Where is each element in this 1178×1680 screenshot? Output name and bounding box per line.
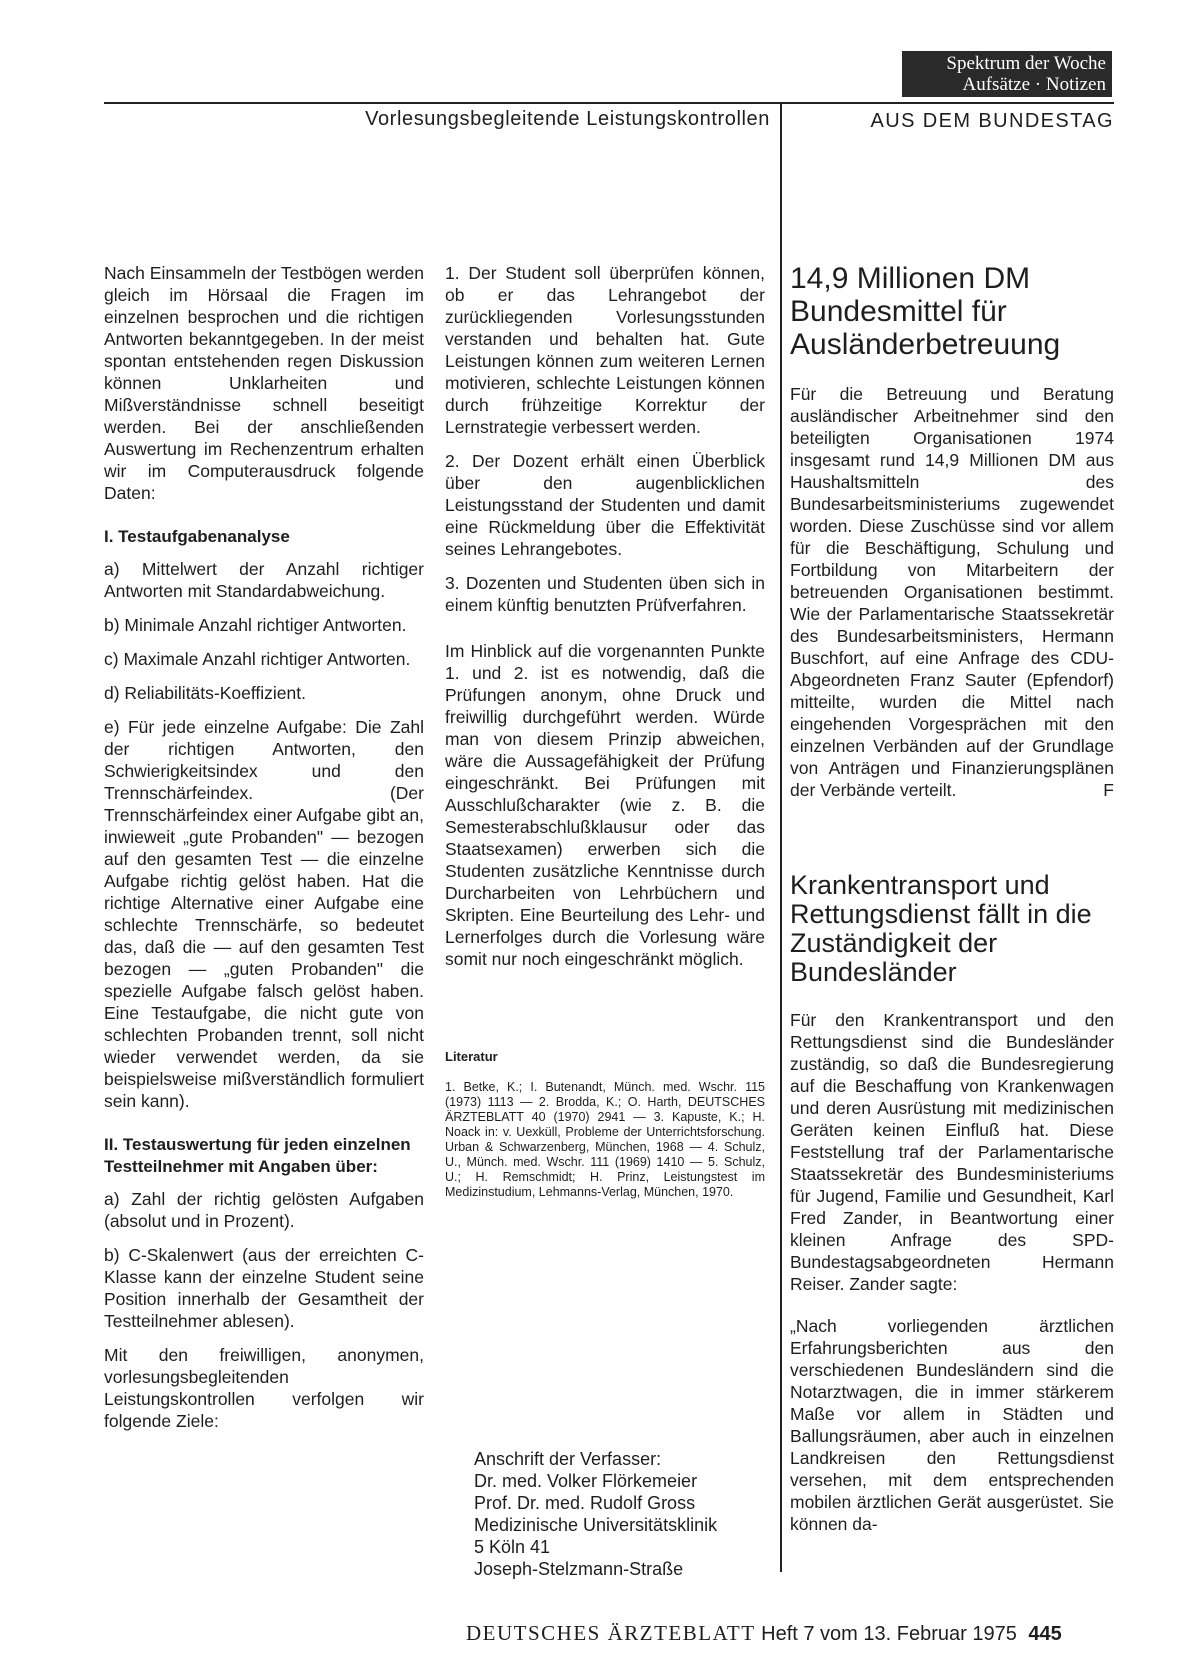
paragraph: 1. Der Student soll überprüfen können, ob er das Lehrangebot der zurückliegenden Vorlesungsstunden verstanden und behalten hat. Gute Leistungen können zum weiteren Lernen motivieren, schlechte Leistungen können durch frühzeitige Korrektur der Lernstrategie verbessert werden. (445, 263, 765, 437)
news-text: Für die Betreuung und Beratung ausländischer Arbeitnehmer sind den beteiligten Organisationen 1974 insgesamt rund 14,9 Millionen DM aus Haushaltsmitteln des Bundesarbeitsministeriums zugewendet worden. Diese Zuschüsse sind vor allem für die Beschäftigung, Schulung und Fortbildung von Mitarbeitern der betreuenden Organisationen bestimmt. Wie der Parlamentarische Staatssekretär des Bundesarbeitsministers, Hermann Buschfort, auf eine Anfrage des CDU-Abgeordneten Franz Sauter (Epfendorf) mitteilte, wurden die Mittel nach eingehenden Vorgesprächen mit den einzelnen Verbänden auf der Grundlage von Anträgen und Finanzierungsplänen der Verbände verteilt. (790, 384, 1114, 800)
section-running-title: AUS DEM BUNDESTAG (870, 110, 1114, 132)
author-signature: F (1103, 780, 1114, 800)
column-2 (445, 262, 765, 1212)
header-rule (104, 102, 1114, 104)
article-running-title: Vorlesungsbegleitende Leistungskontrollen (365, 108, 770, 130)
section-badge (902, 51, 1112, 97)
column-1 (104, 262, 424, 1444)
news-body: Für den Krankentransport und den Rettungsdienst sind die Bundesländer zuständig, so daß die Bundesregierung auf die Beschaffung von Krankenwagen und deren Ausrüstung mit medizinischen Geräten keinen Einfluß hat. Diese Feststellung traf der Parlamentarische Staatssekretär des Bundesministeriums für Jugend, Familie und Gesundheit, Karl Fred Zander, in Beantwortung einer kleinen Anfrage des SPD-Bundestagsabgeordneten Hermann Reiser. Zander sagte: (790, 1010, 1114, 1294)
issue-info: Heft 7 vom 13. Februar 1975 (761, 1623, 1017, 1645)
list-item: b) C-Skalenwert (aus der erreichten C-Klasse kann der einzelne Student seine Position innerhalb der Gesamtheit der Testteilnehmer ablesen). (104, 1245, 424, 1331)
list-item: a) Zahl der richtig gelösten Aufgaben (absolut und in Prozent). (104, 1189, 424, 1231)
page-number: 445 (1028, 1623, 1062, 1645)
paragraph: Mit den freiwilligen, anonymen, vorlesungsbegleitenden Leistungskontrollen verfolgen wir folgende Ziele: (104, 1345, 424, 1431)
paragraph: 3. Dozenten und Studenten üben sich in einem künftig benutzten Prüfverfahren. (445, 573, 765, 615)
address-line: Prof. Dr. med. Rudolf Gross (474, 1493, 696, 1513)
address-line: 5 Köln 41 (474, 1537, 551, 1557)
address-line: Dr. med. Volker Flörkemeier (474, 1471, 698, 1491)
news-body: „Nach vorliegenden ärztlichen Erfahrungsberichten aus den verschiedenen Bundesländern sind die Notarztwagen, die in immer stärkerem Maße vor allem in Städten und Ballungsräumen, aber auch in einzelnen Landkreisen den Rettungsdienst versehen, mit dem entsprechenden mobilen ärztlichen Gerät ausgerüstet. Sie können da- (790, 1316, 1114, 1534)
address-line: Medizinische Universitätsklinik (474, 1515, 718, 1535)
journal-name: DEUTSCHES ÄRZTEBLATT (466, 1621, 756, 1645)
paragraph: Nach Einsammeln der Testbögen werden gleich im Hörsaal die Fragen im einzelnen besprochen und die richtigen Antworten bekanntgegeben. In der meist spontan entstehenden regen Diskussion können Unklarheiten und Mißverständnisse schnell beseitigt werden. Bei der anschließenden Auswertung im Rechenzentrum erhalten wir im Computerausdruck folgende Daten: (104, 263, 424, 503)
references-heading: Literatur (445, 1049, 498, 1064)
author-address (474, 1448, 774, 1580)
list-item: e) Für jede einzelne Aufgabe: Die Zahl der richtigen Antworten, den Schwierigkeitsindex und den Trennschärfeindex. (Der Trennschärfeindex einer Aufgabe gibt an, inwieweit „gute Probanden" — bezogen auf den gesamten Test — die einzelne Aufgabe richtig gelöst haben. Hat die richtige Alternative einer Aufgabe eine schlechte Trennschärfe, so bedeutet das, daß die — auf den gesamten Test bezogen — „guten Probanden" die spezielle Aufgabe falsch gelöst haben. Eine Testaufgabe, die nicht gute von schlechten Probanden trennt, soll nicht wieder verwendet werden, da sie beispielsweise mißverständlich formuliert sein kann). (104, 717, 424, 1111)
column-divider (780, 102, 782, 1572)
list-item: b) Minimale Anzahl richtiger Antworten. (104, 615, 407, 635)
badge-line-2: Aufsätze · Notizen (962, 74, 1106, 95)
paragraph: Im Hinblick auf die vorgenannten Punkte 1. und 2. ist es notwendig, daß die Prüfungen anonym, ohne Druck und freiwillig durchgeführt werden. Würde man von diesem Prinzip abweichen, wäre die Aussagefähigkeit der Prüfung eingeschränkt. Bei Prüfungen mit Ausschlußcharakter (wie z. B. die Semesterabschlußklausur oder das Staatsexamen) erwerben sich die Studenten zusätzliche Kenntnisse durch Durcharbeiten von Lehrbüchern und Skripten. Eine Beurteilung des Lehr- und Lernerfolges durch die Vorlesung wäre somit nur noch eingeschränkt möglich. (445, 641, 765, 969)
page-footer (466, 1621, 1062, 1646)
address-line: Anschrift der Verfasser: (474, 1449, 662, 1469)
column-3 (790, 262, 1114, 1547)
list-item: c) Maximale Anzahl richtiger Antworten. (104, 649, 411, 669)
references-list: 1. Betke, K.; I. Butenandt, Münch. med. Wschr. 115 (1973) 1113 — 2. Brodda, K.; O. Harth, DEUTSCHES ÄRZTEBLATT 40 (1970) 2941 — 3. Kapuste, K.; H. Noack in: v. Uexküll, Probleme der Unterrichtsforschung. Urban & Schwarzenberg, München, 1968 — 4. Schulz, U., Münch. med. Wschr. 111 (1969) 1410 — 5. Schulz, U.; H. Remschmidt; H. Prinz, Leistungstest im Medizinstudium, Lehmanns-Verlag, München, 1970. (445, 1080, 765, 1199)
section-heading: II. Testauswertung für jeden einzelnen Testteilnehmer mit Angaben über: (104, 1135, 411, 1176)
section-heading: I. Testaufgabenanalyse (104, 527, 290, 546)
paragraph: 2. Der Dozent erhält einen Überblick über den augenblicklichen Leistungsstand der Studenten und damit eine Rückmeldung über die Effektivität seines Lehrangebotes. (445, 451, 765, 559)
list-item: a) Mittelwert der Anzahl richtiger Antworten mit Standardabweichung. (104, 559, 424, 601)
news-headline: Krankentransport und Rettungsdienst fällt in die Zuständigkeit der Bundesländer (790, 870, 1092, 987)
address-line: Joseph-Stelzmann-Straße (474, 1559, 684, 1579)
news-body (790, 383, 1114, 801)
news-headline: 14,9 Millionen DM Bundesmittel für Ausländerbetreuung (790, 262, 1061, 361)
badge-line-1: Spektrum der Woche (946, 53, 1106, 74)
list-item: d) Reliabilitäts-Koeffizient. (104, 683, 306, 703)
